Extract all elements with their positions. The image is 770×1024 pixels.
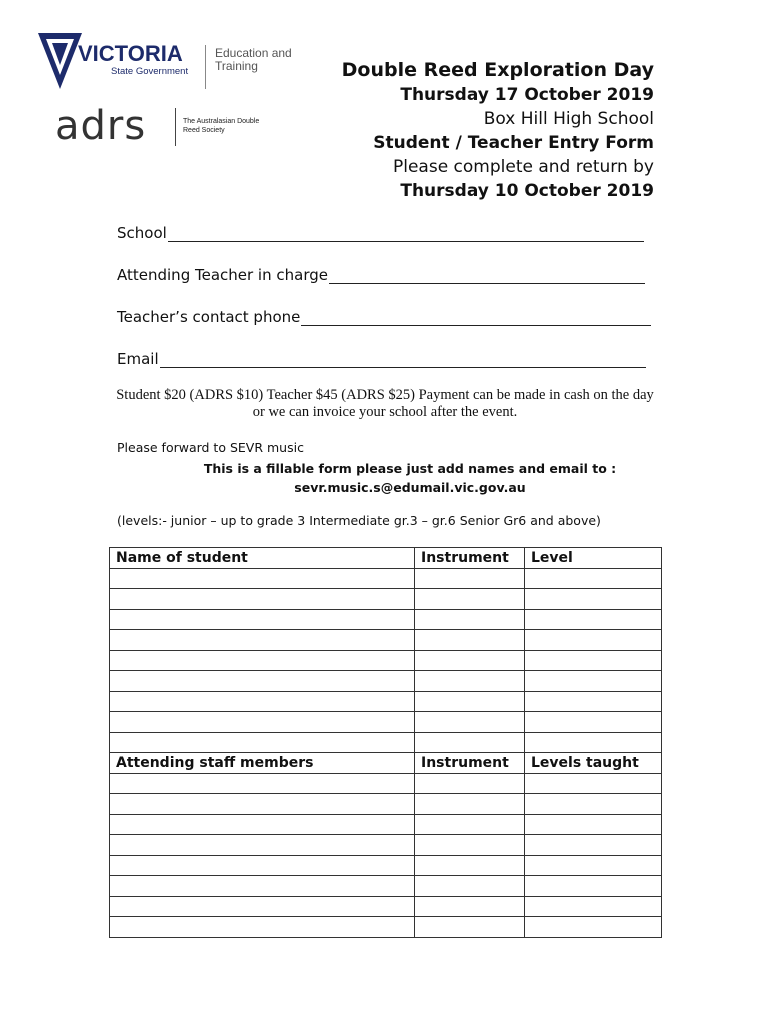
- staff-instrument-cell[interactable]: [415, 773, 525, 794]
- student-name-header: Name of student: [110, 548, 415, 569]
- adrs-logo-divider: [175, 108, 176, 146]
- staff-instrument-cell[interactable]: [415, 855, 525, 876]
- teacher-input[interactable]: [329, 267, 645, 284]
- adrs-logo: [55, 104, 275, 152]
- school-label: School: [117, 224, 167, 242]
- staff-level-cell[interactable]: [525, 794, 662, 815]
- students-header-row: [110, 548, 662, 569]
- student-name-cell[interactable]: [110, 650, 415, 671]
- form-name: Student / Teacher Entry Form: [373, 133, 654, 153]
- victoria-logo-word: VICTORIA: [78, 41, 183, 66]
- staff-row: [110, 794, 662, 815]
- victoria-triangle-icon: [38, 33, 82, 89]
- entry-table: [109, 547, 662, 938]
- student-name-cell[interactable]: [110, 691, 415, 712]
- student-row: [110, 712, 662, 733]
- staff-name-cell[interactable]: [110, 794, 415, 815]
- student-row: [110, 568, 662, 589]
- student-level-cell[interactable]: [525, 609, 662, 630]
- fillable-note: [110, 459, 710, 497]
- school-field: [117, 222, 644, 242]
- student-row: [110, 671, 662, 692]
- staff-instrument-cell[interactable]: [415, 814, 525, 835]
- email-field: [117, 348, 646, 368]
- forward-note: Please forward to SEVR music: [117, 440, 304, 455]
- student-row: [110, 630, 662, 651]
- adrs-logo-word: adrs: [55, 103, 147, 149]
- form-header: [254, 57, 654, 203]
- staff-level-cell[interactable]: [525, 835, 662, 856]
- staff-row: [110, 855, 662, 876]
- staff-level-cell[interactable]: [525, 814, 662, 835]
- student-name-cell[interactable]: [110, 568, 415, 589]
- event-title: Double Reed Exploration Day: [341, 59, 654, 81]
- student-level-cell[interactable]: [525, 568, 662, 589]
- email-input[interactable]: [160, 351, 646, 368]
- staff-name-cell[interactable]: [110, 773, 415, 794]
- student-row: [110, 691, 662, 712]
- student-row: [110, 589, 662, 610]
- student-instrument-cell[interactable]: [415, 650, 525, 671]
- staff-row: [110, 876, 662, 897]
- staff-instrument-header: Instrument: [415, 753, 525, 774]
- staff-level-cell[interactable]: [525, 896, 662, 917]
- student-level-cell[interactable]: [525, 691, 662, 712]
- student-level-cell[interactable]: [525, 589, 662, 610]
- adrs-logo-subtitle: The Australasian Double Reed Society: [183, 118, 260, 134]
- student-instrument-cell[interactable]: [415, 691, 525, 712]
- student-instrument-cell[interactable]: [415, 732, 525, 753]
- student-level-header: Level: [525, 548, 662, 569]
- staff-instrument-cell[interactable]: [415, 917, 525, 938]
- student-level-cell[interactable]: [525, 671, 662, 692]
- student-instrument-cell[interactable]: [415, 589, 525, 610]
- student-row: [110, 609, 662, 630]
- student-instrument-cell[interactable]: [415, 609, 525, 630]
- staff-name-cell[interactable]: [110, 855, 415, 876]
- teacher-label: Attending Teacher in charge: [117, 266, 328, 284]
- staff-level-cell[interactable]: [525, 876, 662, 897]
- staff-instrument-cell[interactable]: [415, 794, 525, 815]
- staff-level-cell[interactable]: [525, 855, 662, 876]
- student-instrument-cell[interactable]: [415, 671, 525, 692]
- return-instruction: Please complete and return by: [392, 157, 654, 177]
- event-date: Thursday 17 October 2019: [400, 85, 654, 105]
- pricing-note: Student $20 (ADRS $10) Teacher $45 (ADRS $25) Payment can be made in cash on the day or we can invoice your school after the event.: [116, 387, 654, 420]
- victoria-logo-department: Education and Training: [215, 46, 292, 73]
- levels-note: (levels:- junior – up to grade 3 Intermediate gr.3 – gr.6 Senior Gr6 and above): [117, 513, 601, 528]
- student-level-cell[interactable]: [525, 650, 662, 671]
- fillable-instruction: This is a fillable form please just add names and email to :: [203, 461, 617, 476]
- phone-field: [117, 306, 651, 326]
- student-row: [110, 732, 662, 753]
- logo-divider: [205, 45, 206, 89]
- contact-email: sevr.music.s@edumail.vic.gov.au: [294, 480, 526, 495]
- staff-instrument-cell[interactable]: [415, 835, 525, 856]
- student-name-cell[interactable]: [110, 732, 415, 753]
- staff-instrument-cell[interactable]: [415, 896, 525, 917]
- staff-row: [110, 773, 662, 794]
- staff-level-header: Levels taught: [525, 753, 662, 774]
- student-instrument-cell[interactable]: [415, 630, 525, 651]
- return-deadline: Thursday 10 October 2019: [400, 181, 654, 201]
- email-label: Email: [117, 350, 159, 368]
- teacher-field: [117, 264, 645, 284]
- staff-name-cell[interactable]: [110, 835, 415, 856]
- staff-level-cell[interactable]: [525, 773, 662, 794]
- student-instrument-cell[interactable]: [415, 568, 525, 589]
- phone-input[interactable]: [301, 309, 651, 326]
- event-venue: Box Hill High School: [483, 109, 654, 129]
- staff-row: [110, 917, 662, 938]
- student-instrument-header: Instrument: [415, 548, 525, 569]
- staff-name-header: Attending staff members: [110, 753, 415, 774]
- staff-header-row: [110, 753, 662, 774]
- student-name-cell[interactable]: [110, 671, 415, 692]
- staff-row: [110, 896, 662, 917]
- victoria-government-logo: [38, 33, 292, 89]
- victoria-logo-state: State Government: [111, 66, 189, 77]
- student-name-cell[interactable]: [110, 712, 415, 733]
- staff-instrument-cell[interactable]: [415, 876, 525, 897]
- student-name-cell[interactable]: [110, 609, 415, 630]
- student-level-cell[interactable]: [525, 712, 662, 733]
- staff-name-cell[interactable]: [110, 814, 415, 835]
- student-level-cell[interactable]: [525, 630, 662, 651]
- school-input[interactable]: [168, 225, 644, 242]
- staff-name-cell[interactable]: [110, 876, 415, 897]
- student-name-cell[interactable]: [110, 630, 415, 651]
- phone-label: Teacher’s contact phone: [117, 308, 301, 326]
- student-level-cell[interactable]: [525, 732, 662, 753]
- staff-name-cell[interactable]: [110, 896, 415, 917]
- student-row: [110, 650, 662, 671]
- staff-row: [110, 835, 662, 856]
- staff-row: [110, 814, 662, 835]
- student-name-cell[interactable]: [110, 589, 415, 610]
- staff-level-cell[interactable]: [525, 917, 662, 938]
- staff-name-cell[interactable]: [110, 917, 415, 938]
- student-instrument-cell[interactable]: [415, 712, 525, 733]
